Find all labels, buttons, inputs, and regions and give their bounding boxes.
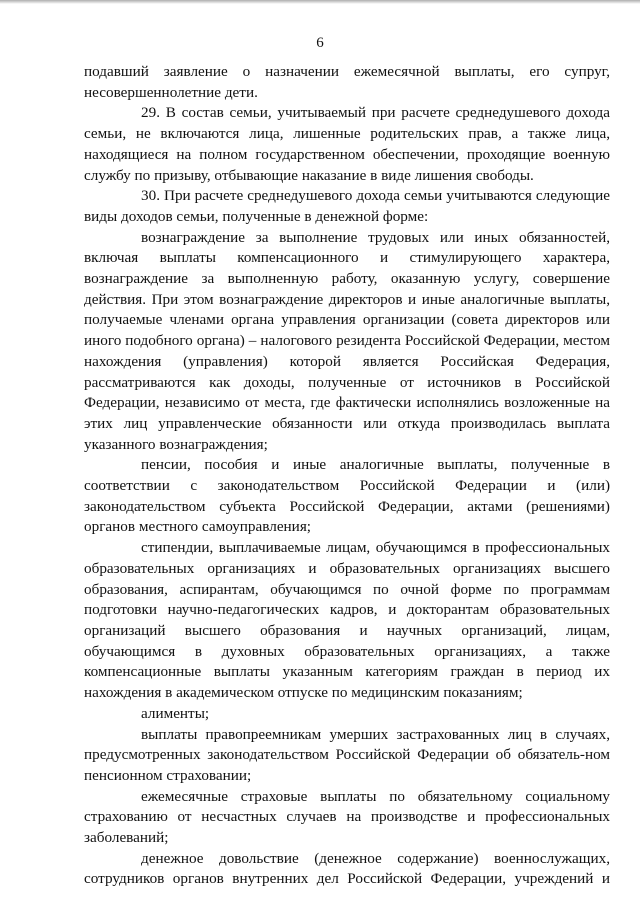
paragraph-income-stipends: стипендии, выплачиваемые лицам, обучающимся в профессиональных образовательных организациях и образовательных организациях высшего образования, аспирантам, обучающимся по очной форме по программам подготовки научно-педагогических кадров, и докторантам образовательных организаций высшего образования и научных организаций, лицам, обучающимся в духовных образовательных организациях, а также компенсационные выплаты указанным категориям граждан в период их нахождения в академическом отпуске по медицинским показаниям; bbox=[84, 539, 610, 702]
paragraph-family-continuation: подавший заявление о назначении ежемесячной выплаты, его супруг, несовершеннолетние дети. bbox=[84, 63, 610, 101]
paragraph-item-29: 29. В состав семьи, учитываемый при расчете среднедушевого дохода семьи, не включаются лица, лишенные родительских прав, а также лица, находящиеся на полном государственном обеспечении, проходящие военную службу по призыву, отбывающие наказание в виде лишения свободы. bbox=[84, 104, 610, 184]
page-number: 6 bbox=[316, 35, 324, 51]
scan-edge-shadow bbox=[0, 0, 640, 4]
document-body bbox=[84, 62, 610, 890]
paragraph-income-pensions: пенсии, пособия и иные аналогичные выплаты, полученные в соответствии с законодательством Российской Федерации и (или) законодательством субъекта Российской Федерации, актами (решениями) органов местного самоуправления; bbox=[84, 456, 610, 536]
paragraph-income-successor-payments: выплаты правопреемникам умерших застрахованных лиц в случаях, предусмотренных законодательством Российской Федерации об обязатель-ном пенсионном страховании; bbox=[84, 725, 610, 784]
paragraph-income-insurance-payments: ежемесячные страховые выплаты по обязательному социальному страхованию от несчастных случаев на производстве и профессиональных заболеваний; bbox=[84, 787, 610, 847]
paragraph-item-30: 30. При расчете среднедушевого дохода семьи учитываются следующие виды доходов семьи, полученные в денежной форме: bbox=[84, 187, 610, 225]
paragraph-income-military-allowance: денежное довольствие (денежное содержание) военнослужащих, сотрудников органов внутренних дел Российской Федерации, учреждений и bbox=[84, 849, 610, 888]
paragraph-income-remuneration: вознаграждение за выполнение трудовых или иных обязанностей, включая выплаты компенсационного и стимулирующего характера, вознаграждение за выполненную работу, оказанную услугу, совершение действия. При этом вознаграждение директоров и иные аналогичные выплаты, получаемые членами органа управления организации (совета директоров или иного подобного органа) – налогового резидента Российской Федерации, местом нахождения (управления) которой является Российская Федерация, рассматриваются как доходы, полученные от источников в Российской Федерации, независимо от места, где фактически исполнялись возложенные на этих лиц управленческие обязанности или откуда производилась выплата указанного вознаграждения; bbox=[84, 228, 610, 453]
paragraph-income-alimony: алименты; bbox=[141, 704, 210, 722]
